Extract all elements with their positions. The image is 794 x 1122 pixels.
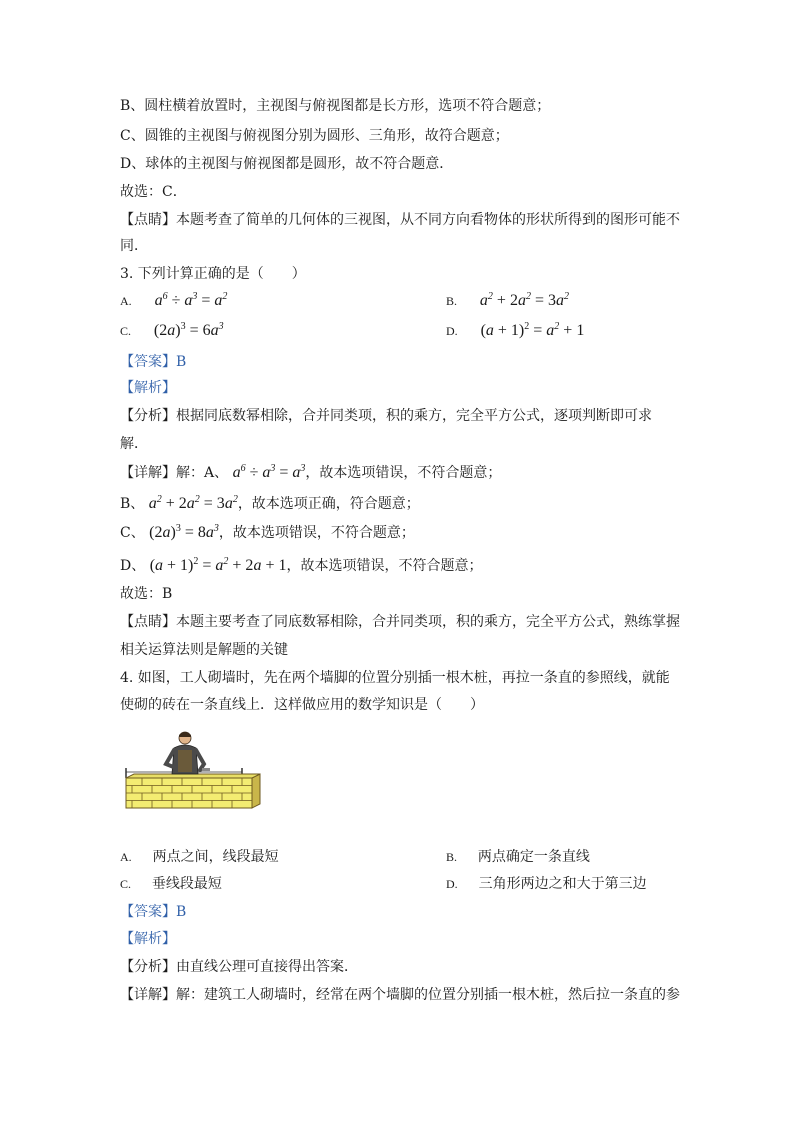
q4-answer: 【答案】B xyxy=(120,904,187,920)
q4-option-c xyxy=(120,874,222,894)
line-dianjing-2: 同． xyxy=(120,238,148,254)
worker-icon xyxy=(166,732,210,774)
q3-answer: 【答案】B xyxy=(120,354,187,370)
question-3-title: 3. 下列计算正确的是（ ） xyxy=(120,266,306,282)
q3-c-prefix: C、 xyxy=(120,525,145,541)
option-label: C. xyxy=(120,324,132,338)
option-label: B. xyxy=(446,294,458,308)
q3-b-prefix: B、 xyxy=(120,496,145,512)
option-text: 垂线段最短 xyxy=(151,876,222,892)
q4-fenxi: 【分析】由直线公理可直接得出答案． xyxy=(120,959,358,975)
option-label: B. xyxy=(446,850,458,864)
q3-fenxi-1: 【分析】根据同底数幂相除，合并同类项，积的乘方，完全平方公式，逐项判断即可求 xyxy=(120,408,652,424)
q4-jiexi: 【解析】 xyxy=(120,931,176,947)
q3-d-suffix: ，故本选项错误，不符合题意； xyxy=(286,558,483,574)
line-b-cylinder: B、圆柱横着放置时，主视图与俯视图都是长方形，选项不符合题意； xyxy=(120,98,551,114)
q3-b-suffix: ，故本选项正确，符合题意； xyxy=(237,496,420,512)
q4-option-d xyxy=(446,874,647,894)
q3-option-d: D. $(a + 1)^2 = a^2 + 1$ xyxy=(446,321,585,339)
option-label: D. xyxy=(446,324,458,338)
line-choose-c: 故选：C． xyxy=(120,184,187,200)
option-label: D. xyxy=(446,877,458,891)
q3-xiangjie-b: B、 $a^2 + 2a^2 = 3a^2$，故本选项正确，符合题意； xyxy=(120,494,420,512)
q3-dianjing-1: 【点睛】本题主要考查了同底数幂相除，合并同类项，积的乘方，完全平方公式，熟练掌握 xyxy=(120,614,680,630)
option-label: A. xyxy=(120,850,132,864)
option-text: 两点确定一条直线 xyxy=(477,849,590,865)
bricklayer-figure xyxy=(120,728,265,814)
q3-d-prefix: D、 xyxy=(120,558,146,574)
q3-xiangjie-d: D、 $(a + 1)^2 = a^2 + 2a + 1$，故本选项错误，不符合题意； xyxy=(120,556,483,574)
line-d-sphere: D、球体的主视图与俯视图都是圆形，故不符合题意． xyxy=(120,156,454,172)
q3-c-suffix: ，故本选项错误，不符合题意； xyxy=(218,525,415,541)
q4-option-a xyxy=(120,847,279,867)
line-c-cone: C、圆锥的主视图与俯视图分别为圆形、三角形，故符合题意； xyxy=(120,128,509,144)
question-4-line-2: 使砌的砖在一条直线上．这样做应用的数学知识是（ ） xyxy=(120,697,484,713)
q3-option-c: C. $(2a)^3 = 6a^3$ xyxy=(120,321,224,339)
q3-xiangjie-a: 【详解】解：A、 $a^6 \div a^3 = a^3$，故本选项错误，不符合题意； xyxy=(120,463,502,481)
option-text: 三角形两边之和大于第三边 xyxy=(478,876,647,892)
q3-dianjing-2: 相关运算法则是解题的关键 xyxy=(120,642,288,658)
q3-guxuan: 故选：B xyxy=(120,586,173,602)
q4-option-b xyxy=(446,847,590,867)
q3-fenxi-2: 解． xyxy=(120,436,148,452)
q3-option-a: A. $a^6 \div a^3 = a^2$ xyxy=(120,291,228,309)
q3-xiangjie-prefix: 【详解】解：A、 xyxy=(120,465,229,481)
q3-option-b: B. $a^2 + 2a^2 = 3a^2$ xyxy=(446,291,569,309)
q3-xiangjie-c: C、 $(2a)^3 = 8a^3$，故本选项错误，不符合题意； xyxy=(120,523,415,541)
q4-xiangjie: 【详解】解：建筑工人砌墙时，经常在两个墙脚的位置分别插一根木桩，然后拉一条直的参 xyxy=(120,987,680,1003)
option-label: C. xyxy=(120,877,132,891)
q3-xiangjie-suffix: ，故本选项错误，不符合题意； xyxy=(305,465,502,481)
option-text: 两点之间，线段最短 xyxy=(152,849,279,865)
option-label: A. xyxy=(120,294,132,308)
question-4-line-1: 4. 如图，工人砌墙时，先在两个墙脚的位置分别插一根木桩，再拉一条直的参照线，就能 xyxy=(120,670,670,686)
line-dianjing-1: 【点睛】本题考查了简单的几何体的三视图，从不同方向看物体的形状所得到的图形可能不 xyxy=(120,212,680,228)
q3-jiexi: 【解析】 xyxy=(120,380,176,396)
